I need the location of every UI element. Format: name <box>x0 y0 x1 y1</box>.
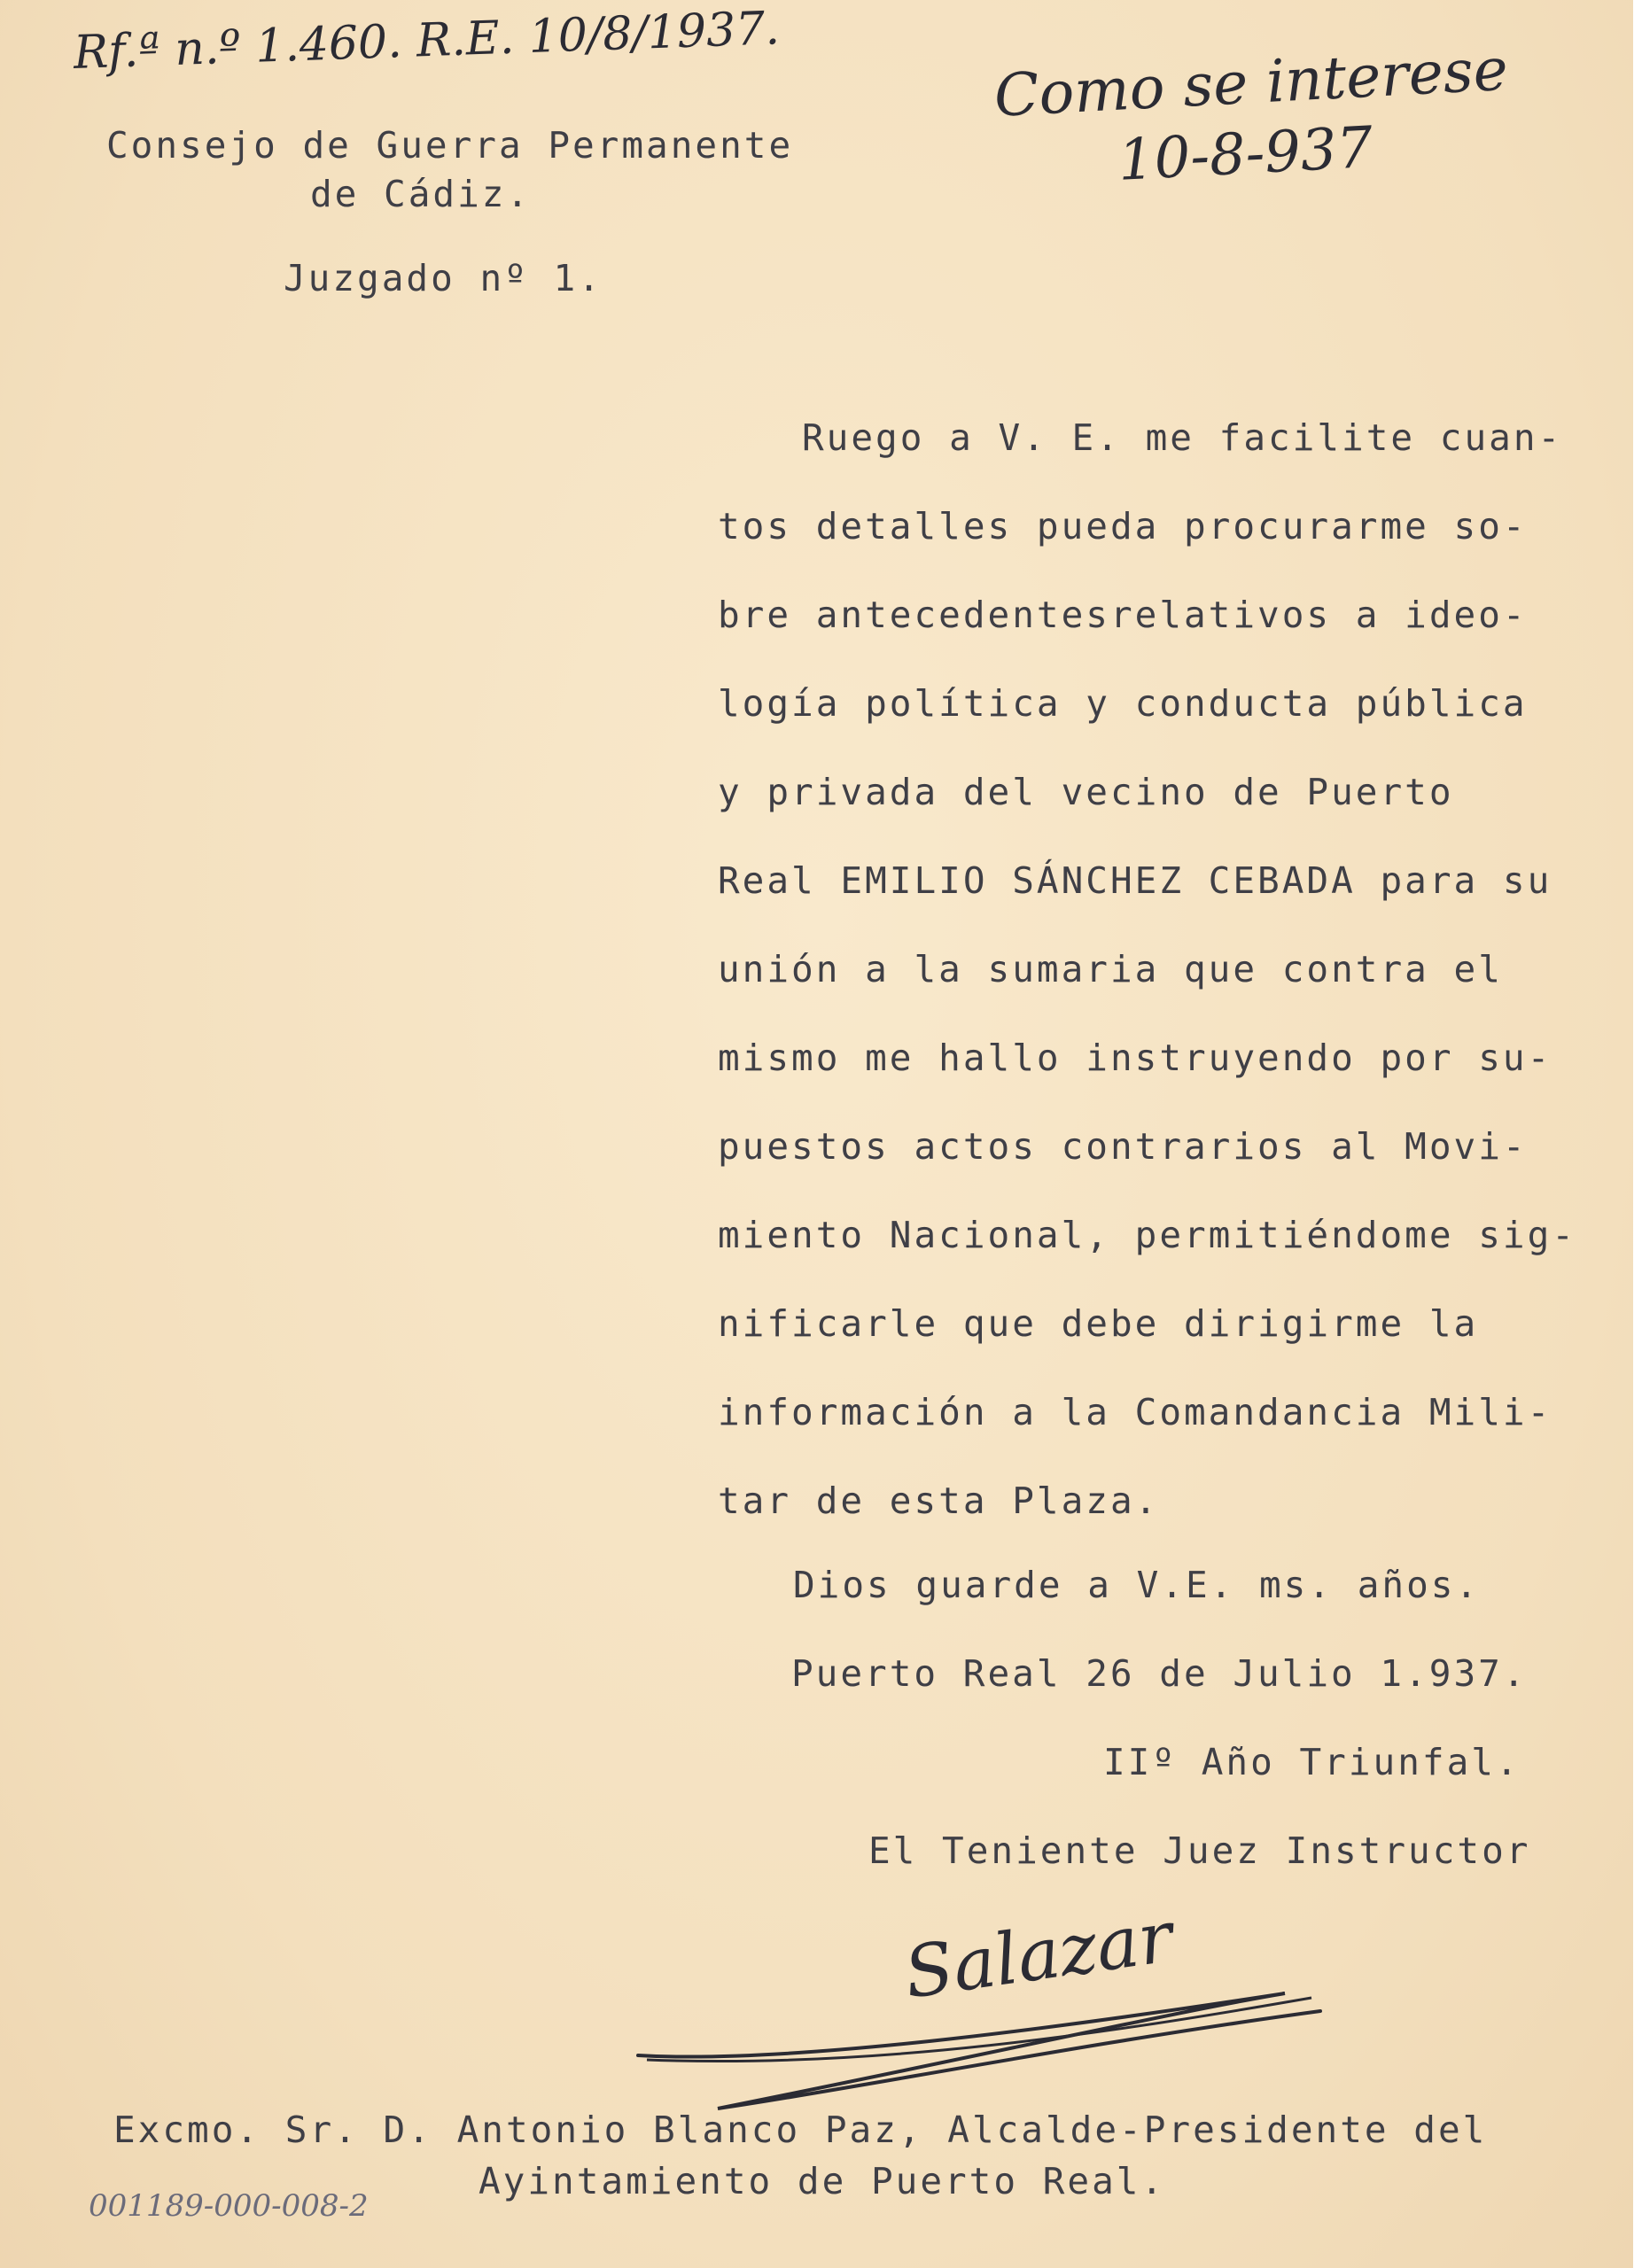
body-line: miento Nacional, permitiéndome sig- <box>718 1214 1576 1256</box>
body-line: mismo me hallo instruyendo por su- <box>718 1037 1553 1079</box>
archive-code: 001189-000-008-2 <box>89 2188 369 2224</box>
signer-title: El Teniente Juez Instructor <box>868 1829 1531 1872</box>
signature-name: Salazar <box>899 1895 1178 2015</box>
body-line: puestos actos contrarios al Movi- <box>718 1125 1528 1168</box>
scan-edge <box>1633 0 1642 2268</box>
handwritten-reference: Rf.ª n.º 1.460. R.E. 10/8/1937. <box>73 2 781 80</box>
body-line: tos detalles pueda procurarme so- <box>718 505 1528 548</box>
body-line: y privada del vecino de Puerto <box>718 771 1454 813</box>
body-line: unión a la sumaria que contra el <box>718 948 1503 990</box>
header-council: Consejo de Guerra Permanente <box>106 124 794 167</box>
addressee-line1: Excmo. Sr. D. Antonio Blanco Paz, Alcalde-Presidente del <box>113 2109 1488 2151</box>
header-city: de Cádiz. <box>310 173 532 215</box>
addressee-line2: Ayintamiento de Puerto Real. <box>479 2160 1166 2202</box>
handwritten-annotation: Como se interese <box>992 35 1510 130</box>
header-court: Juzgado nº 1. <box>284 257 603 299</box>
body-line: nificarle que debe dirigirme la <box>718 1302 1479 1345</box>
closing-place-date: Puerto Real 26 de Julio 1.937. <box>791 1652 1528 1695</box>
body-line: tar de esta Plaza. <box>718 1480 1160 1522</box>
handwritten-annotation-date: 10-8-937 <box>1117 114 1375 194</box>
closing-triumphal-year: IIº Año Triunfal. <box>1103 1741 1521 1783</box>
body-line: bre antecedentesrelativos a ideo- <box>718 594 1528 636</box>
body-line: información a la Comandancia Mili- <box>718 1391 1553 1433</box>
body-line: Ruego a V. E. me facilite cuan- <box>802 416 1563 459</box>
body-line: logía política y conducta pública <box>718 682 1528 725</box>
body-line: Real EMILIO SÁNCHEZ CEBADA para su <box>718 859 1553 902</box>
closing-salutation: Dios guarde a V.E. ms. años. <box>793 1564 1481 1606</box>
